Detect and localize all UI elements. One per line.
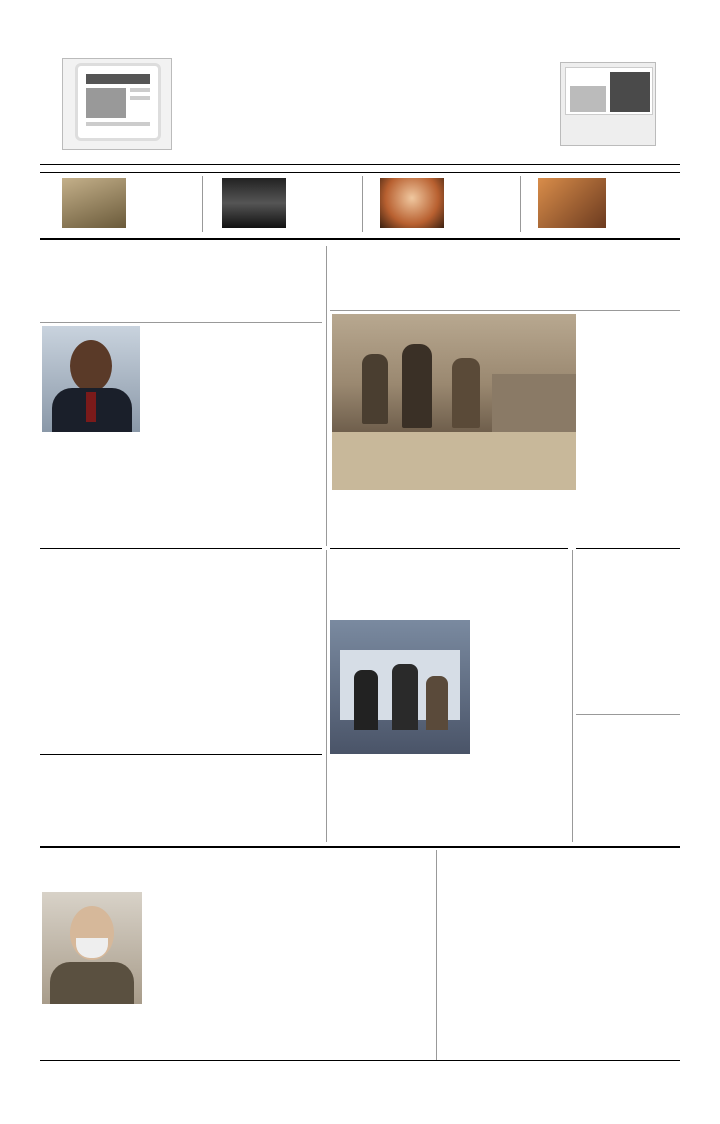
teaser-culture[interactable] [522, 174, 680, 234]
teaser-image [380, 178, 444, 228]
lebanon-body [40, 798, 322, 842]
teaser-cinema[interactable] [364, 174, 518, 234]
morocco-body [40, 616, 322, 750]
left-ad[interactable] [62, 58, 172, 150]
europe-body [576, 618, 680, 710]
yemen-photo [332, 314, 576, 490]
palestine-body-more [330, 768, 470, 840]
syria-body-more [42, 1016, 142, 1058]
obama-body-col2 [144, 326, 208, 544]
palestine-body [474, 644, 568, 840]
teaser-sports[interactable] [204, 174, 360, 234]
masthead-logo [250, 52, 490, 144]
algeria-body [440, 926, 680, 1058]
teaser-image [62, 178, 126, 228]
tunisia-body [576, 774, 680, 840]
teaser-opinion[interactable] [40, 174, 200, 234]
obama-body-col3 [42, 444, 140, 544]
yemen-body [580, 334, 680, 544]
yemen-body-more [332, 502, 576, 544]
teaser-strip [40, 174, 680, 234]
palestine-photo [330, 620, 470, 754]
teaser-image [538, 178, 606, 228]
syria-photo [42, 892, 142, 1004]
syria-body [148, 914, 432, 1058]
obama-photo [42, 326, 140, 432]
obama-body [214, 346, 322, 544]
teaser-image [222, 178, 286, 228]
footer-bar [0, 1070, 720, 1124]
issue-info-latin [40, 165, 44, 171]
right-ad[interactable] [560, 62, 656, 146]
tablet-image [75, 63, 161, 141]
